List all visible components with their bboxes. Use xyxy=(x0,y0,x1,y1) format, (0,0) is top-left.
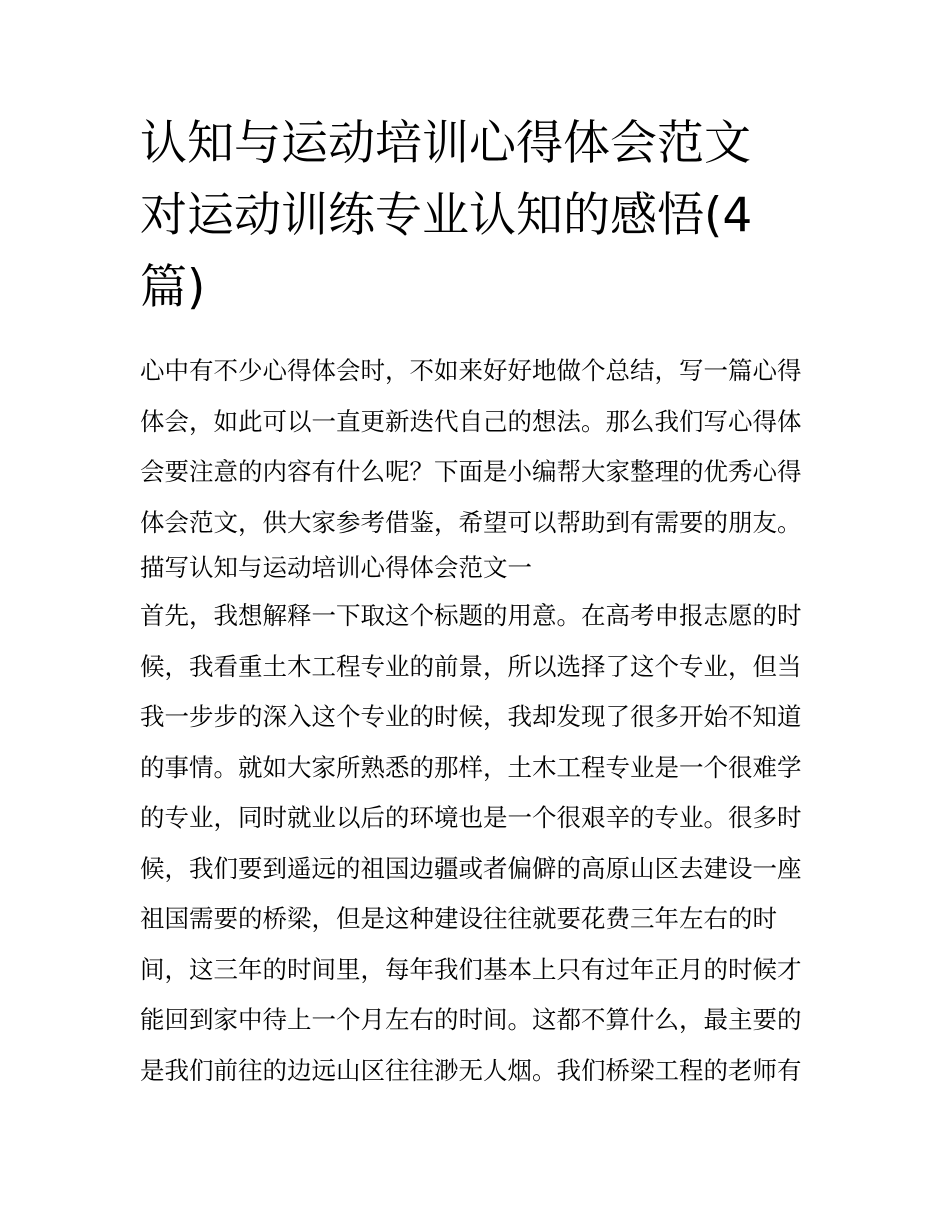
paragraph-line: 我一步步的深入这个专业的时候，我却发现了很多开始不知道 xyxy=(140,702,802,731)
paragraph-line: 祖国需要的桥梁，但是这种建设往往就要花费三年左右的时 xyxy=(140,904,777,933)
paragraph-line: 间，这三年的时间里，每年我们基本上只有过年正月的时候才 xyxy=(140,954,802,984)
section-paragraph xyxy=(140,591,815,1096)
paragraph-line: 体会范文，供大家参考借鉴，希望可以帮助到有需要的朋友。 xyxy=(140,507,802,537)
paragraph-line: 的专业，同时就业以后的环境也是一个很艰辛的专业。很多时 xyxy=(140,803,802,832)
document-page xyxy=(140,108,815,1096)
paragraph-line: 候，我看重土木工程专业的前景，所以选择了这个专业，但当 xyxy=(140,651,802,681)
paragraph-line: 能回到家中待上一个月左右的时间。这都不算什么，最主要的 xyxy=(140,1005,802,1034)
title-line: 篇) xyxy=(140,260,206,315)
document-title xyxy=(140,108,800,324)
title-line: 对运动训练专业认知的感悟(4 xyxy=(140,188,753,243)
paragraph-line: 会要注意的内容有什么呢？下面是小编帮大家整理的优秀心得 xyxy=(140,457,802,486)
paragraph-line: 首先，我想解释一下取这个标题的用意。在高考申报志愿的时 xyxy=(140,601,802,630)
document-body xyxy=(140,346,815,1096)
title-line: 认知与运动培训心得体会范文 xyxy=(140,116,751,171)
paragraph-line: 是我们前往的边远山区往往渺无人烟。我们桥梁工程的老师有 xyxy=(140,1055,802,1085)
paragraph-line: 体会，如此可以一直更新迭代自己的想法。那么我们写心得体 xyxy=(140,406,802,436)
section-heading: 描写认知与运动培训心得体会范文一 xyxy=(140,553,532,582)
paragraph-line: 心中有不少心得体会时，不如来好好地做个总结，写一篇心得 xyxy=(140,356,802,385)
paragraph-line: 候，我们要到遥远的祖国边疆或者偏僻的高原山区去建设一座 xyxy=(140,853,802,883)
intro-paragraph xyxy=(140,346,815,548)
paragraph-line: 的事情。就如大家所熟悉的那样，土木工程专业是一个很难学 xyxy=(140,752,802,782)
